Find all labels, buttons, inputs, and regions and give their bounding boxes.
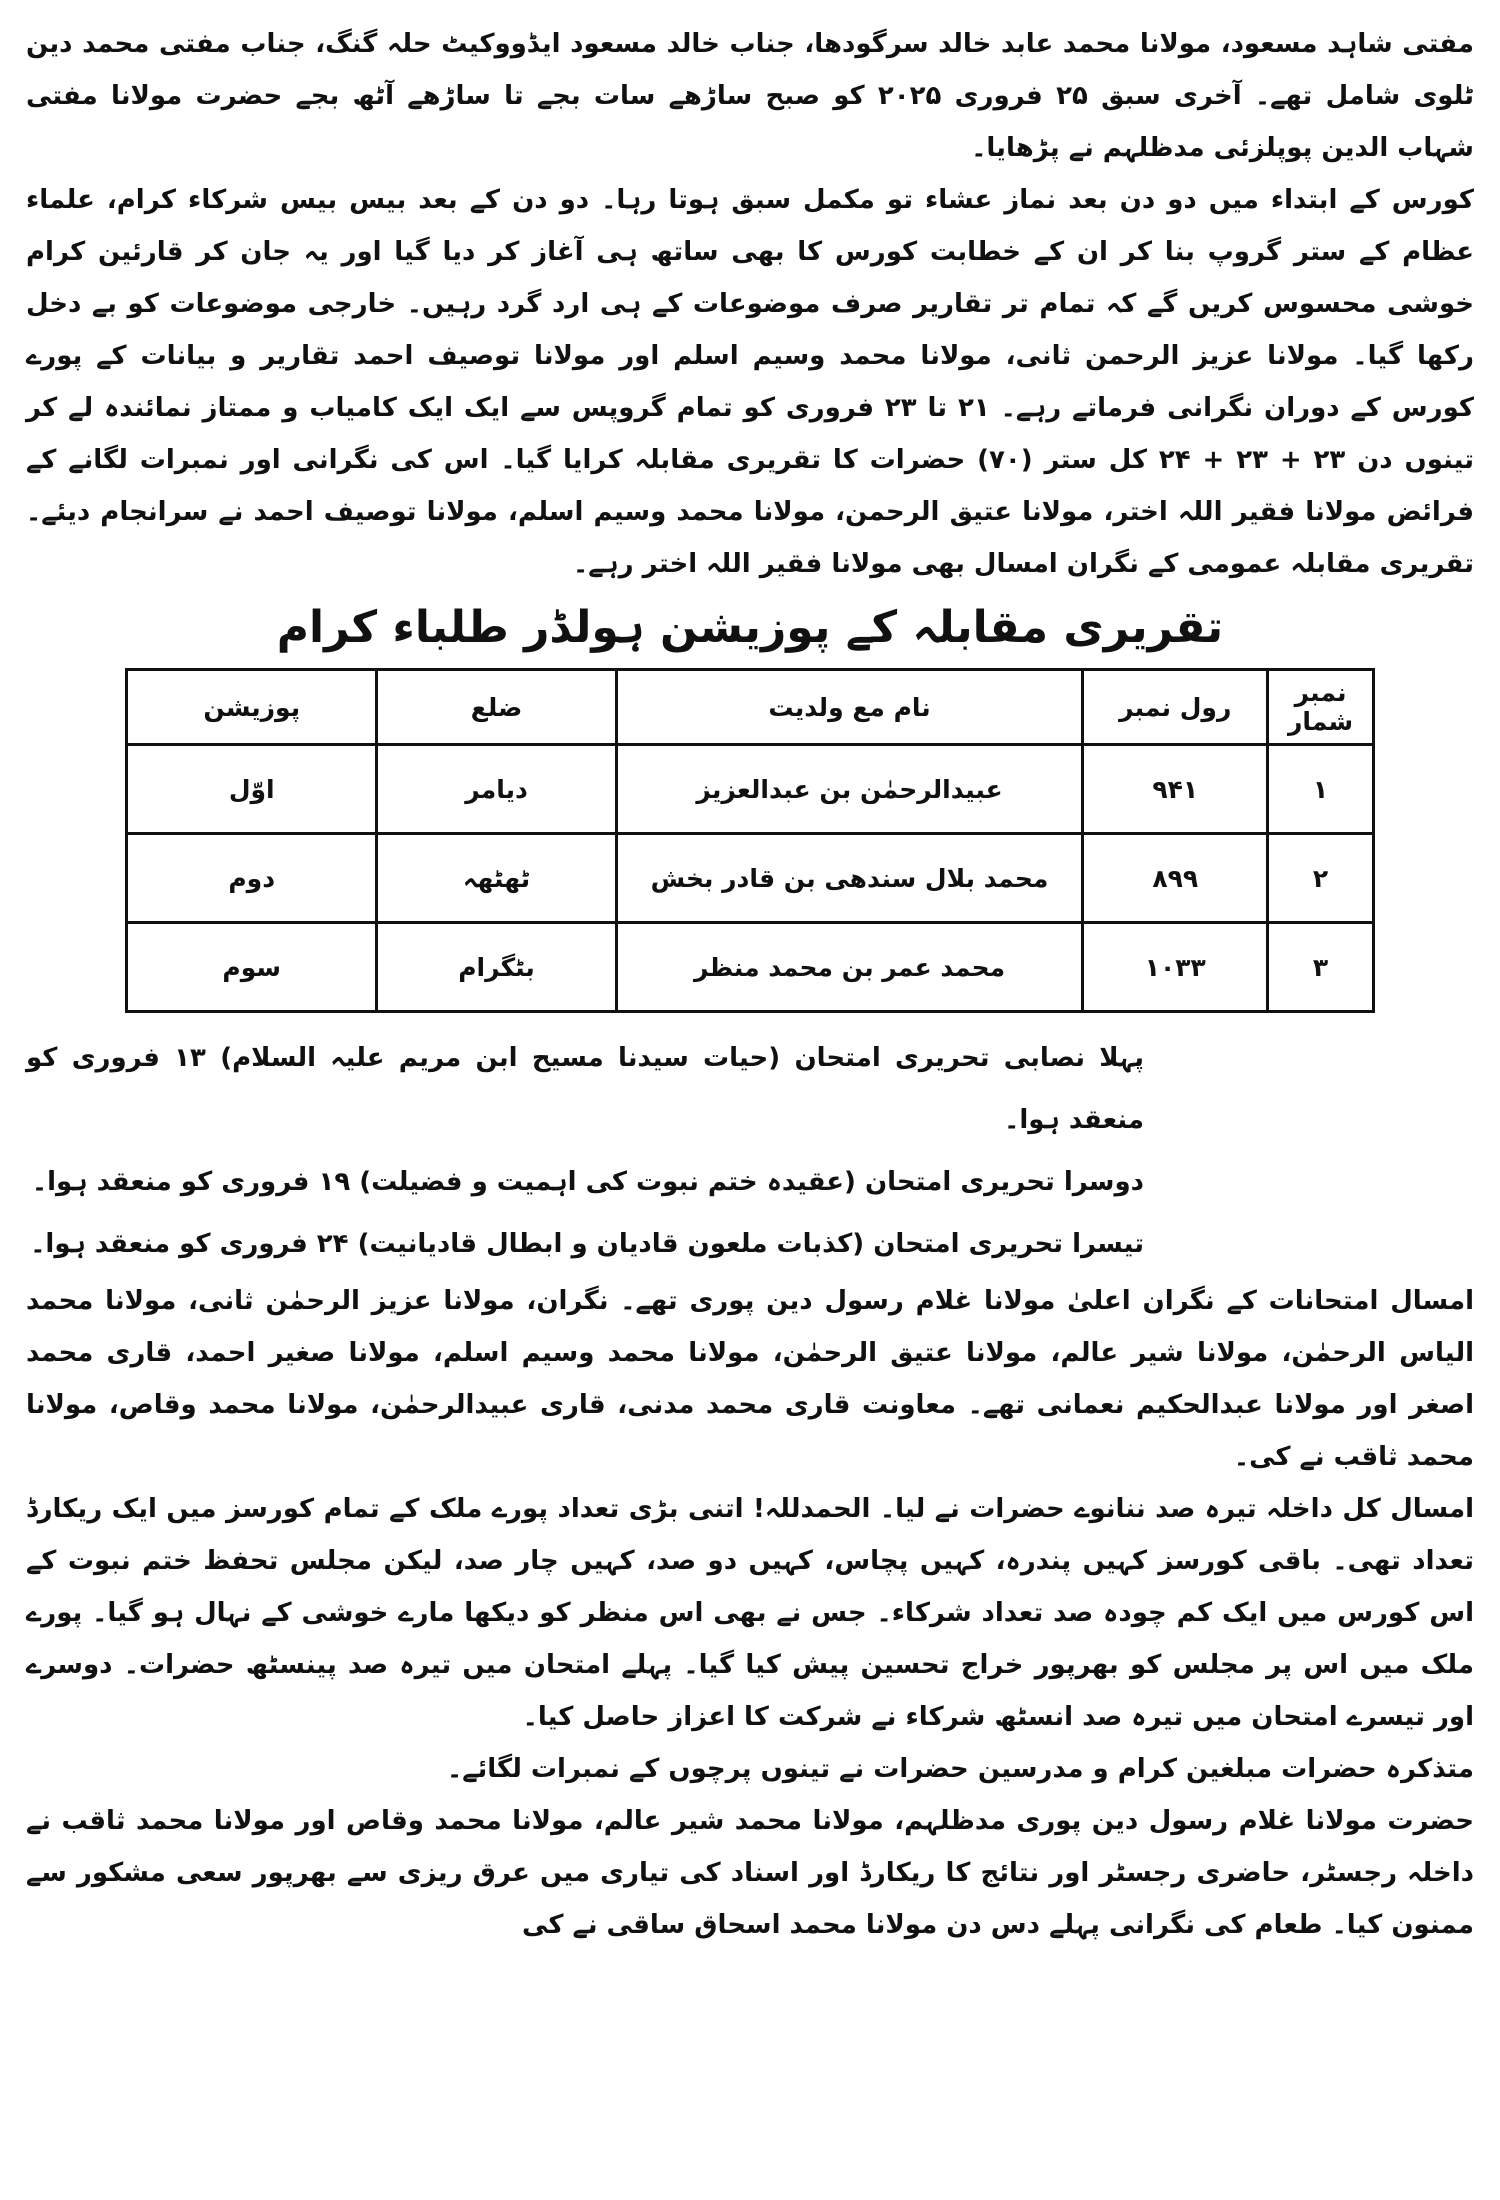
cell-roll-number: ۹۴۱ [1083, 745, 1268, 834]
cell-serial-number: ۲ [1268, 834, 1374, 923]
cell-position: اوّل [127, 745, 377, 834]
cell-serial-number: ۳ [1268, 923, 1374, 1012]
position-holders-table [125, 668, 1375, 1013]
paragraph-exam-supervisors: امسال امتحانات کے نگران اعلیٰ مولانا غلام رسول دین پوری تھے۔ نگران، مولانا عزیز الرحمٰن ثانی، مولانا محمد الیاس الرحمٰن، مولانا شیر عالم، مولانا عتیق الرحمٰن، مولانا محمد وسیم اسلم، مولانا صغیر احمد، قاری محمد اصغر اور مولانا عبدالحکیم نعمانی تھے۔ معاونت قاری محمد مدنی، قاری عبیدالرحمٰن، مولانا محمد وقاص، مولانا محمد ثاقب نے کی۔ [26, 1286, 1474, 1472]
table-row [127, 834, 1374, 923]
paragraph-course-final-lesson: مفتی شاہد مسعود، مولانا محمد عابد خالد سرگودھا، جناب خالد مسعود ایڈووکیٹ حلہ گنگ، جناب مفتی محمد دین ٹلوی شامل تھے۔ آخری سبق ۲۵ فروری ۲۰۲۵ کو صبح ساڑھے سات بجے تا ساڑھے آٹھ بجے حضرت مولانا مفتی شہاب الدین پوپلزئی مدظلہم نے پڑھایا۔ [26, 29, 1474, 163]
paragraph-marking: متذکرہ حضرات مبلغین کرام و مدرسین حضرات نے تینوں پرچوں کے نمبرات لگائے۔ [446, 1754, 1474, 1784]
cell-district: دیامر [377, 745, 616, 834]
cell-district: بٹگرام [377, 923, 616, 1012]
paragraph-speech-competition: کورس کے ابتداء میں دو دن بعد نماز عشاء تو مکمل سبق ہوتا رہا۔ دو دن کے بعد بیس بیس شرکاء کرام، علماء عظام کے ستر گروپ بنا کر ان کے خطابت کورس کا بھی ساتھ ہی آغاز کر دیا گیا اور یہ جان کر قارئین کرام خوشی محسوس کریں گے کہ تمام تر تقاریر صرف موضوعات کے ہی ارد گرد رہیں۔ خارجی موضوعات کو بے دخل رکھا گیا۔ مولانا عزیز الرحمن ثانی، مولانا محمد وسیم اسلم اور مولانا توصیف احمد تقاریر و بیانات کے پورے کورس کے دوران نگرانی فرماتے رہے۔ ۲۱ تا ۲۳ فروری کو تمام گروپس سے ایک ایک کامیاب و ممتاز نمائندہ لے کر تینوں دن ۲۳ + ۲۳ + ۲۴ کل ستر (۷۰) حضرات کا تقریری مقابلہ کرایا گیا۔ اس کی نگرانی اور نمبرات لگانے کے فرائض مولانا فقیر اللہ اختر، مولانا عتیق الرحمن، مولانا محمد وسیم اسلم، مولانا توصیف احمد نے سرانجام دیئے۔ تقریری مقابلہ عمومی کے نگران امسال بھی مولانا فقیر اللہ اختر رہے۔ [26, 185, 1474, 579]
cell-position: سوم [127, 923, 377, 1012]
paragraph-enrollment: امسال کل داخلہ تیرہ صد ننانوے حضرات نے لیا۔ الحمدللہ! اتنی بڑی تعداد پورے ملک کے تمام کورسز میں ایک ریکارڈ تعداد تھی۔ باقی کورسز کہیں پندرہ، کہیں پچاس، کہیں دو صد، کہیں چار صد، لیکن مجلس تحفظ ختم نبوت کے اس کورس میں ایک کم چودہ صد تعداد شرکاء۔ جس نے بھی اس منظر کو دیکھا مارے خوشی کے نہال ہو گیا۔ پورے ملک میں اس پر مجلس کو بھرپور خراج تحسین پیش کیا گیا۔ پہلے امتحان میں تیرہ صد پینسٹھ حضرات۔ دوسرے اور تیسرے امتحان میں تیرہ صد انسٹھ شرکاء نے شرکت کا اعزاز حاصل کیا۔ [26, 1494, 1474, 1732]
table-header-row [127, 670, 1374, 745]
cell-roll-number: ۱۰۳۳ [1083, 923, 1268, 1012]
header-serial-number: نمبر شمار [1268, 670, 1374, 745]
header-roll-number: رول نمبر [1083, 670, 1268, 745]
header-position: پوزیشن [127, 670, 377, 745]
table-title: تقریری مقابلہ کے پوزیشن ہولڈر طلباء کرام [276, 602, 1224, 653]
cell-position: دوم [127, 834, 377, 923]
cell-serial-number: ۱ [1268, 745, 1374, 834]
cell-district: ٹھٹھہ [377, 834, 616, 923]
header-district: ضلع [377, 670, 616, 745]
cell-name: محمد بلال سندھی بن قادر بخش [616, 834, 1083, 923]
exam-first: پہلا نصابی تحریری امتحان (حیات سیدنا مسیح ابن مریم علیہ السلام) ۱۳ فروری کو منعقد ہوا۔ [26, 1043, 1145, 1135]
header-name: نام مع ولدیت [616, 670, 1083, 745]
position-holders-table-wrap [125, 668, 1375, 1013]
exam-list [26, 1027, 1144, 1275]
table-row [127, 745, 1374, 834]
paragraph-records: حضرت مولانا غلام رسول دین پوری مدظلہم، مولانا محمد شیر عالم، مولانا محمد وقاص اور مولانا محمد ثاقب نے داخلہ رجسٹر، حاضری رجسٹر اور نتائج کا ریکارڈ اور اسناد کی تیاری میں عرق ریزی سے بھرپور سعی مشکور سے ممنون کیا۔ طعام کی نگرانی پہلے دس دن مولانا محمد اسحاق ساقی نے کی [26, 1806, 1474, 1940]
exam-third: تیسرا تحریری امتحان (کذبات ملعون قادیان و ابطال قادیانیت) ۲۴ فروری کو منعقد ہوا۔ [30, 1229, 1144, 1259]
cell-name: محمد عمر بن محمد منظر [616, 923, 1083, 1012]
cell-roll-number: ۸۹۹ [1083, 834, 1268, 923]
cell-name: عبیدالرحمٰن بن عبدالعزیز [616, 745, 1083, 834]
table-row [127, 923, 1374, 1012]
exam-second: دوسرا تحریری امتحان (عقیدہ ختم نبوت کی اہمیت و فضیلت) ۱۹ فروری کو منعقد ہوا۔ [31, 1167, 1144, 1197]
